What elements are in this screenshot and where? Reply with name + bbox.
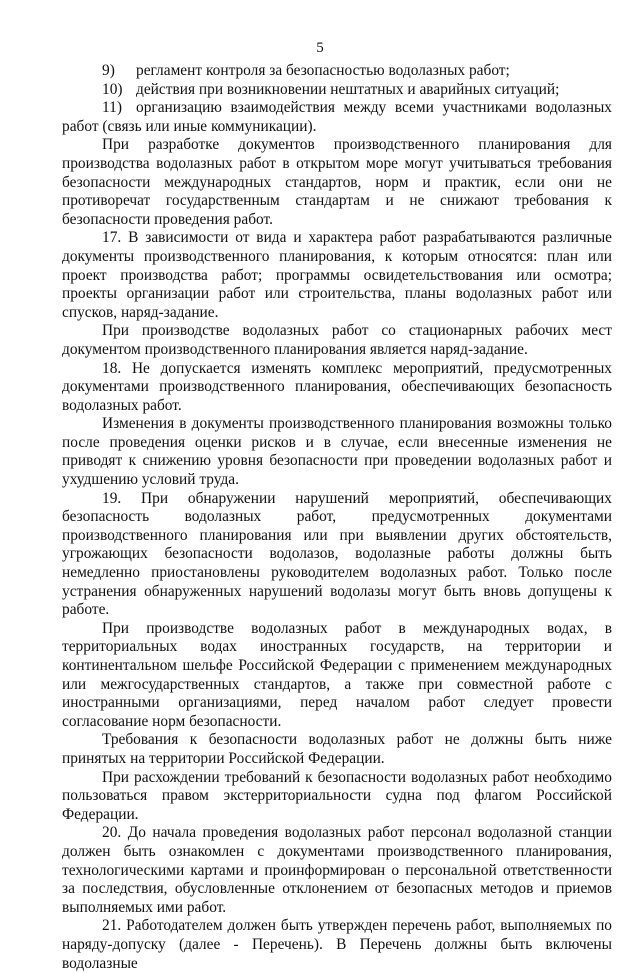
list-number: 9) (102, 62, 115, 79)
paragraph: 21. Работодателем должен быть утвержден перечень работ, выполняемых по наряду-допуску (далее - Перечень). В Перечень должны быть включены водолазные (62, 917, 612, 972)
page-number: 5 (316, 40, 324, 56)
list-item (62, 62, 612, 81)
paragraph: Требования к безопасности водолазных работ не должны быть ниже принятых на территории Российской Федерации. (62, 731, 612, 767)
list-number: 10) (102, 80, 123, 98)
paragraph: Изменения в документы производственного планирования возможны только после проведения оценки рисков и в случае, если внесенные изменения не приводят к снижению уровня безопасности при проведении водолазных работ и ухудшению условий труда. (62, 415, 612, 489)
list-item (62, 81, 612, 100)
paragraph: 20. До начала проведения водолазных работ персонал водолазной станции должен быть ознакомлен с документами производственного планирования, технологическими картами и проинформирован о персональной ответственности за последствия, обусловленные отклонением от безопасных методов и приемов выполняемых ими работ. (62, 824, 612, 916)
list-item (62, 99, 612, 136)
list-text: регламент контроля за безопасностью водолазных работ; (136, 62, 510, 79)
list-text: действия при возникновении нештатных и аварийных ситуаций; (136, 80, 560, 98)
paragraph: При расхождении требований к безопасности водолазных работ необходимо пользоваться правом экстерриториальности судна под флагом Российской Федерации. (62, 768, 612, 823)
paragraph: При производстве водолазных работ со стационарных рабочих мест документом производственного планирования является наряд-задание. (62, 322, 612, 358)
paragraph: 18. Не допускается изменять комплекс мероприятий, предусмотренных документами производственного планирования, обеспечивающих безопасность водолазных работ. (62, 359, 612, 414)
paragraph: 17. В зависимости от вида и характера работ разрабатываются различные документы производственного планирования, к которым относятся: план или проект производства работ; программы освидетельствования или осмотра; проекты организации работ или строительства, планы водолазных работ или спусков, наряд-задание. (62, 229, 612, 321)
list-text: организацию взаимодействия между всеми участниками водолазных работ (связь или иные коммуникации). (62, 99, 612, 135)
paragraph: 19. При обнаружении нарушений мероприятий, обеспечивающих безопасность водолазных работ, предусмотренных документами производственного планирования или при выявлении других обстоятельств, угрожающих безопасности водолазов, водолазные работы должны быть немедленно приостановлены руководителем водолазных работ. Только после устранения обнаруженных нарушений водолазы могут быть вновь допущены к работе. (62, 489, 612, 619)
paragraph: При производстве водолазных работ в международных водах, в территориальных водах иностранных государств, на территории и континентальном шельфе Российской Федерации с применением международных или межгосударственных стандартов, а также при совместной работе с иностранными организациями, перед началом работ следует провести согласование норм безопасности. (62, 619, 612, 730)
list-number: 11) (102, 99, 122, 117)
paragraph: При разработке документов производственного планирования для производства водолазных работ в открытом море могут учитываться требования безопасности международных стандартов, норм и практик, если они не противоречат государственным стандартам и не снижают требования к безопасности проведения работ. (62, 136, 612, 228)
document-body (62, 62, 612, 973)
